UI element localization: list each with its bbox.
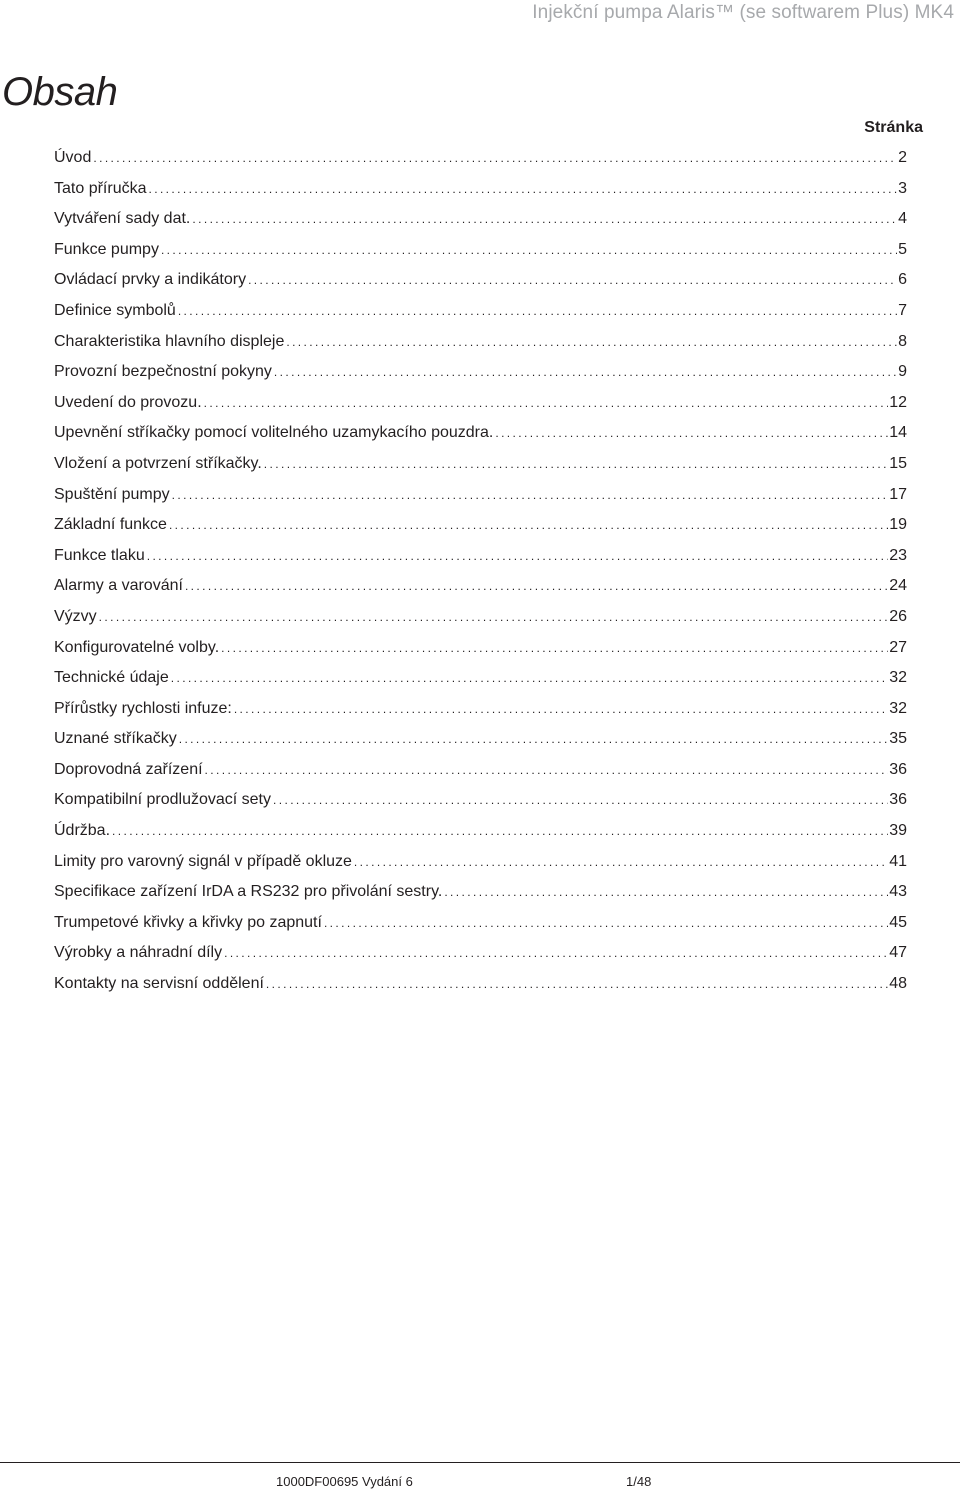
toc-entry-label: Technické údaje [54, 669, 169, 687]
toc-dot-leader [248, 265, 897, 296]
toc-entry[interactable] [54, 357, 907, 388]
toc-entry-page-number: 48 [889, 975, 907, 993]
toc-entry-page-number: 4 [898, 210, 907, 228]
toc-entry-page-number: 39 [889, 822, 907, 840]
toc-entry-label: Specifikace zařízení IrDA a RS232 pro přivolání sestry. [54, 883, 443, 901]
toc-dot-leader [93, 143, 897, 174]
toc-entry[interactable] [54, 143, 907, 174]
toc-entry-page-number: 8 [898, 332, 907, 350]
toc-entry[interactable] [54, 418, 907, 449]
toc-dot-leader [148, 174, 897, 205]
toc-entry-page-number: 14 [889, 424, 907, 442]
toc-entry-page-number: 23 [889, 546, 907, 564]
toc-entry[interactable] [54, 877, 907, 908]
toc-entry[interactable] [54, 694, 907, 725]
toc-entry[interactable] [54, 755, 907, 786]
document-header-title: Injekční pumpa Alaris™ (se softwarem Plus) MK4 [532, 2, 954, 23]
toc-dot-leader [286, 327, 897, 358]
toc-entry-page-number: 32 [889, 699, 907, 717]
toc-entry-label: Výrobky a náhradní díly [54, 944, 223, 962]
toc-entry-page-number: 26 [889, 607, 907, 625]
toc-entry[interactable] [54, 510, 907, 541]
toc-dot-leader [204, 388, 889, 419]
toc-entry-label: Kontakty na servisní oddělení [54, 975, 264, 993]
toc-dot-leader [185, 571, 888, 602]
toc-entry-label: Upevnění stříkačky pomocí volitelného uzamykacího pouzdra. [54, 424, 494, 442]
footer-divider [0, 1462, 960, 1463]
toc-entry[interactable] [54, 785, 907, 816]
toc-dot-leader [495, 418, 888, 449]
toc-dot-leader [224, 938, 888, 969]
toc-entry[interactable] [54, 174, 907, 205]
toc-entry[interactable] [54, 847, 907, 878]
toc-entry[interactable] [54, 724, 907, 755]
toc-entry-label: Tato příručka [54, 179, 147, 197]
toc-entry[interactable] [54, 449, 907, 480]
toc-entry-label: Provozní bezpečnostní pokyny [54, 363, 272, 381]
toc-entry[interactable] [54, 816, 907, 847]
toc-entry-page-number: 12 [889, 393, 907, 411]
toc-dot-leader [444, 877, 888, 908]
toc-entry-page-number: 9 [898, 363, 907, 381]
toc-dot-leader [354, 847, 888, 878]
toc-dot-leader [266, 969, 888, 1000]
toc-entry-label: Trumpetové křivky a křivky po zapnutí [54, 913, 322, 931]
toc-entry[interactable] [54, 938, 907, 969]
toc-entry-page-number: 32 [889, 669, 907, 687]
toc-entry-page-number: 7 [898, 301, 907, 319]
toc-entry-page-number: 47 [889, 944, 907, 962]
toc-entry[interactable] [54, 235, 907, 266]
toc-entry[interactable] [54, 296, 907, 327]
toc-dot-leader [324, 908, 888, 939]
table-of-contents [54, 143, 907, 1000]
toc-entry[interactable] [54, 204, 907, 235]
toc-entry[interactable] [54, 908, 907, 939]
toc-dot-leader [169, 510, 888, 541]
toc-entry-page-number: 2 [898, 149, 907, 166]
toc-entry-page-number: 24 [889, 577, 907, 595]
toc-entry-label: Alarmy a varování [54, 577, 183, 595]
footer-document-id: 1000DF00695 Vydání 6 [276, 1474, 413, 1489]
toc-entry-label: Úvod [54, 149, 92, 166]
toc-entry-page-number: 5 [898, 240, 907, 258]
toc-entry-label: Charakteristika hlavního displeje [54, 332, 285, 350]
toc-entry-label: Výzvy [54, 607, 97, 625]
toc-entry-label: Uvedení do provozu. [54, 393, 202, 411]
toc-entry-page-number: 27 [889, 638, 907, 656]
toc-entry-page-number: 15 [889, 454, 907, 472]
toc-dot-leader [179, 724, 888, 755]
toc-entry[interactable] [54, 571, 907, 602]
toc-entry-page-number: 35 [889, 730, 907, 748]
toc-dot-leader [205, 755, 889, 786]
toc-dot-leader [172, 480, 889, 511]
toc-entry[interactable] [54, 663, 907, 694]
toc-entry[interactable] [54, 388, 907, 419]
toc-dot-leader [112, 816, 888, 847]
toc-entry-page-number: 45 [889, 913, 907, 931]
toc-dot-leader [161, 235, 897, 266]
toc-entry-page-number: 19 [889, 516, 907, 534]
toc-dot-leader [264, 449, 888, 480]
toc-dot-leader [99, 602, 889, 633]
toc-entry-page-number: 43 [889, 883, 907, 901]
toc-entry-label: Konfigurovatelné volby. [54, 638, 220, 656]
toc-entry-label: Limity pro varovný signál v případě okluze [54, 852, 352, 870]
toc-entry-page-number: 36 [889, 760, 907, 778]
toc-entry-page-number: 17 [889, 485, 907, 503]
toc-entry-label: Ovládací prvky a indikátory [54, 271, 247, 289]
toc-entry[interactable] [54, 633, 907, 664]
toc-entry-label: Vytváření sady dat. [54, 210, 191, 228]
page-title: Obsah [2, 70, 118, 114]
toc-entry-label: Spuštění pumpy [54, 485, 170, 503]
toc-dot-leader [192, 204, 897, 235]
toc-entry[interactable] [54, 541, 907, 572]
toc-dot-leader [147, 541, 888, 572]
toc-entry-label: Funkce tlaku [54, 546, 145, 564]
toc-entry[interactable] [54, 327, 907, 358]
toc-entry-label: Funkce pumpy [54, 240, 159, 258]
toc-entry-label: Přírůstky rychlosti infuze: [54, 699, 232, 717]
toc-entry-label: Údržba. [54, 822, 111, 840]
toc-entry[interactable] [54, 265, 907, 296]
toc-dot-leader [234, 694, 888, 725]
toc-entry-label: Vložení a potvrzení stříkačky. [54, 454, 262, 472]
toc-entry-label: Uznané stříkačky [54, 730, 177, 748]
toc-dot-leader [178, 296, 897, 327]
toc-entry-page-number: 36 [889, 791, 907, 809]
toc-dot-leader [171, 663, 888, 694]
toc-entry[interactable] [54, 969, 907, 1000]
page-column-header: Stránka [864, 119, 923, 136]
toc-entry-label: Doprovodná zařízení [54, 760, 203, 778]
toc-entry-label: Definice symbolů [54, 301, 176, 319]
toc-entry-page-number: 6 [898, 271, 907, 289]
toc-entry-page-number: 3 [898, 179, 907, 197]
toc-entry-label: Základní funkce [54, 516, 167, 534]
toc-dot-leader [273, 785, 888, 816]
toc-entry-label: Kompatibilní prodlužovací sety [54, 791, 271, 809]
toc-entry[interactable] [54, 480, 907, 511]
toc-entry-page-number: 41 [889, 852, 907, 870]
toc-entry[interactable] [54, 602, 907, 633]
toc-dot-leader [274, 357, 897, 388]
footer-page-number: 1/48 [626, 1474, 652, 1489]
toc-dot-leader [221, 633, 888, 664]
